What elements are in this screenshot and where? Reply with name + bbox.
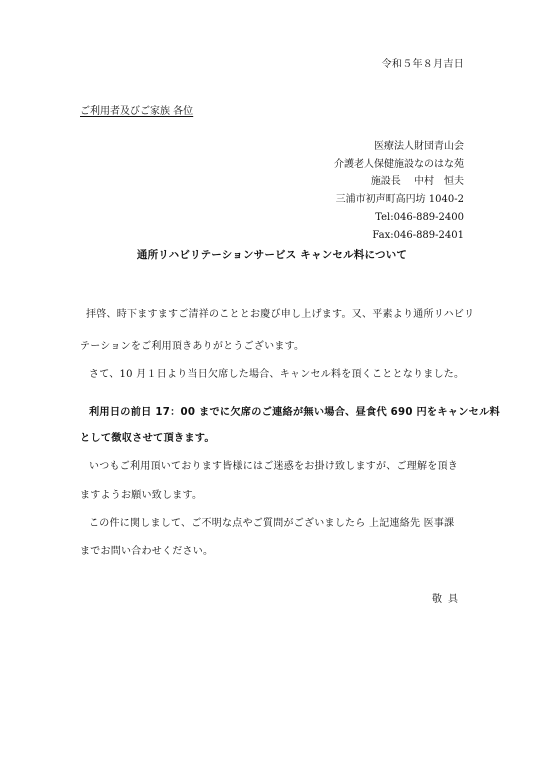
cancellation-policy-line-2: として徴収させて頂きます。	[80, 433, 215, 444]
sender-organization: 医療法人財団青山会	[374, 141, 464, 152]
sender-block	[334, 138, 464, 244]
sender-facility: 介護老人保健施設なのはな苑	[334, 158, 464, 170]
contact-line-2: までお問い合わせください。	[80, 546, 214, 557]
greeting-line-1: 拝啓、時下ますますご清祥のこととお慶び申し上げます。又、平素より通所リハビリ	[86, 309, 475, 320]
addressee-line: ご利用者及びご家族 各位	[80, 106, 194, 117]
greeting-line-2: テーションをご利用頂きありがとうございます。	[80, 341, 305, 352]
sender-tel: Tel:046-889-2400	[375, 211, 464, 223]
letter-title: 通所リハビリテーションサービス キャンセル料について	[136, 249, 408, 261]
cancellation-policy-line-1: 利用日の前日 17：00 までに欠席のご連絡が無い場合、昼食代 690 円をキャンセル料	[89, 407, 500, 418]
letter-date: 令和５年８月吉日	[381, 59, 464, 70]
sender-director: 施設長 中村 恒夫	[370, 176, 464, 188]
sender-fax: Fax:046-889-2401	[372, 229, 464, 241]
notice-line: さて、10 月１日より当日欠席した場合、キャンセル料を頂くこととなりました。	[89, 369, 465, 380]
apology-line-2: ますようお願い致します。	[80, 490, 203, 501]
apology-line-1: いつもご利用頂いております皆様にはご迷惑をお掛け致しますが、ご理解を頂き	[89, 461, 458, 472]
sender-address: 三浦市初声町高円坊 1040-2	[335, 194, 464, 206]
closing-salutation: 敬具	[432, 594, 464, 605]
contact-line-1: この件に関しまして、ご不明な点やご質問がございましたら 上記連絡先 医事課	[89, 518, 455, 529]
